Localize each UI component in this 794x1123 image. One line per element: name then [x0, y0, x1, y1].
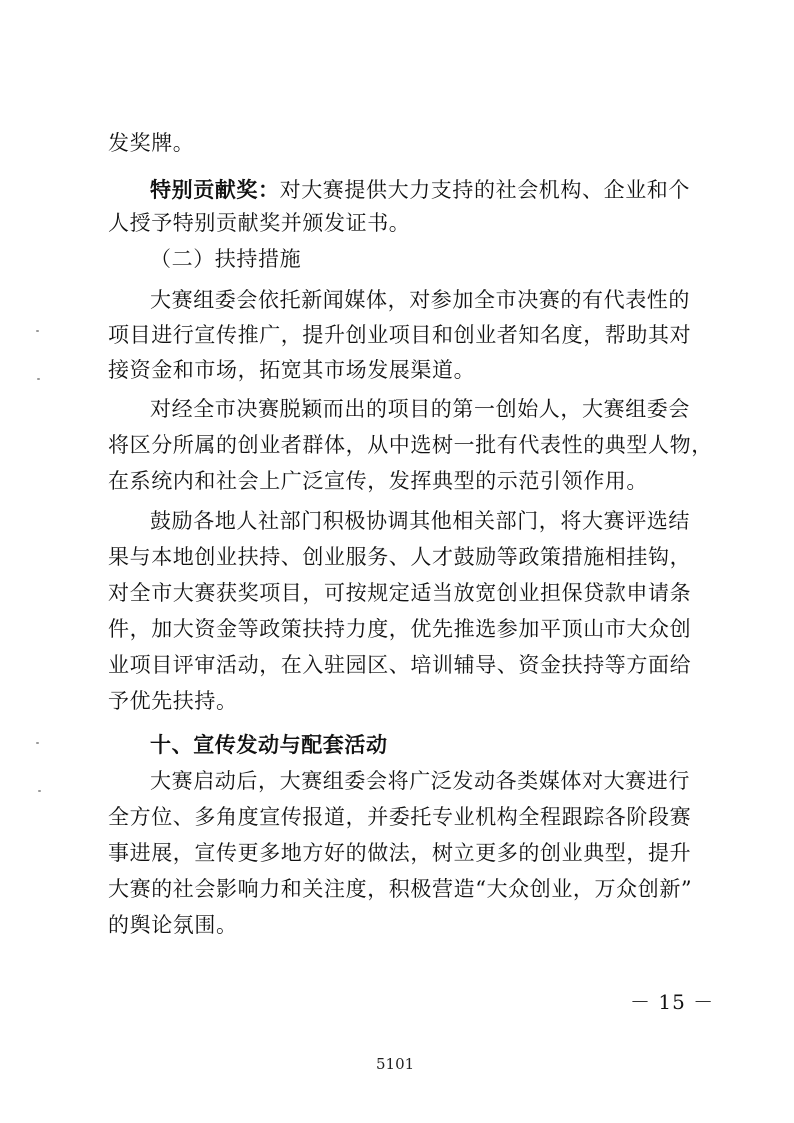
scan-speck: [36, 742, 39, 744]
paragraph-founder-line1: [150, 394, 688, 424]
paragraph-publicity-line1: [150, 766, 688, 796]
paragraph-founder-line3: [108, 466, 688, 496]
scan-speck: [36, 330, 39, 332]
subsection-heading-support: [150, 244, 688, 274]
paragraph-encourage-line3: [108, 578, 692, 608]
paragraph-publicity-line3: [108, 838, 692, 868]
paragraph-encourage-line1: [150, 506, 688, 536]
subsection-heading: （二）扶持措施: [150, 247, 302, 271]
paragraph-encourage-line4: [108, 614, 692, 644]
body-text-line: 事进展，宣传更多地方好的做法，树立更多的创业典型，提升: [108, 841, 692, 865]
paragraph-founder-line2: [108, 430, 713, 460]
body-text-line: 对大赛提供大力支持的社会机构、企业和个: [279, 178, 691, 202]
paragraph-encourage-line2: [108, 542, 692, 572]
paragraph-media-line3: [108, 355, 688, 385]
paragraph-media-line2: [108, 320, 692, 350]
paragraph-encourage-line6: [108, 686, 688, 716]
body-text-line: 接资金和市场，拓宽其市场发展渠道。: [108, 358, 476, 382]
body-text-line: 发奖牌。: [108, 131, 195, 155]
body-text-line: 人授予特别贡献奖并颁发证书。: [108, 211, 411, 235]
body-text-line: 业项目评审活动，在入驻园区、培训辅导、资金扶持等方面给: [108, 653, 692, 677]
body-text-line: 项目进行宣传推广，提升创业项目和创业者知名度，帮助其对: [108, 323, 692, 347]
body-text-line: 大赛组委会依托新闻媒体，对参加全市决赛的有代表性的: [150, 288, 690, 312]
section-heading: 十、宣传发动与配套活动: [150, 733, 388, 757]
section-heading-publicity: [150, 730, 688, 760]
scan-speck: [37, 378, 40, 380]
page-number: － 15 －: [630, 990, 715, 1014]
body-text-line: 的舆论氛围。: [108, 913, 238, 937]
paragraph-publicity-line4: [108, 874, 693, 904]
scan-speck: [38, 790, 41, 792]
paragraph-media-line1: [150, 285, 688, 315]
paragraph-special-contribution: [150, 175, 691, 205]
body-text-line: 大赛启动后，大赛组委会将广泛发动各类媒体对大赛进行: [150, 769, 690, 793]
stamp-number: 5101: [376, 1055, 415, 1073]
body-text-line: 鼓励各地人社部门积极协调其他相关部门，将大赛评选结: [150, 509, 690, 533]
special-contribution-heading: 特别贡献奖：: [150, 178, 280, 202]
body-text-line: 全方位、多角度宣传报道，并委托专业机构全程跟踪各阶段赛: [108, 805, 692, 829]
body-text-line: 将区分所属的创业者群体，从中选树一批有代表性的典型人物，: [108, 433, 713, 457]
body-text-line: 对经全市决赛脱颖而出的项目的第一创始人，大赛组委会: [150, 397, 690, 421]
body-text-line: 对全市大赛获奖项目，可按规定适当放宽创业担保贷款申请条: [108, 581, 692, 605]
paragraph-award-continuation: [108, 128, 688, 158]
body-text-line: 件，加大资金等政策扶持力度，优先推选参加平顶山市大众创: [108, 617, 692, 641]
paragraph-publicity-line2: [108, 802, 692, 832]
body-text-line: 在系统内和社会上广泛宣传，发挥典型的示范引领作用。: [108, 469, 648, 493]
body-text-line: 大赛的社会影响力和关注度，积极营造“大众创业，万众创新”: [108, 877, 693, 901]
paragraph-special-contribution-line2: [108, 208, 688, 238]
paragraph-encourage-line5: [108, 650, 692, 680]
paragraph-publicity-line5: [108, 910, 688, 940]
body-text-line: 果与本地创业扶持、创业服务、人才鼓励等政策措施相挂钩，: [108, 545, 692, 569]
body-text-line: 予优先扶持。: [108, 689, 238, 713]
